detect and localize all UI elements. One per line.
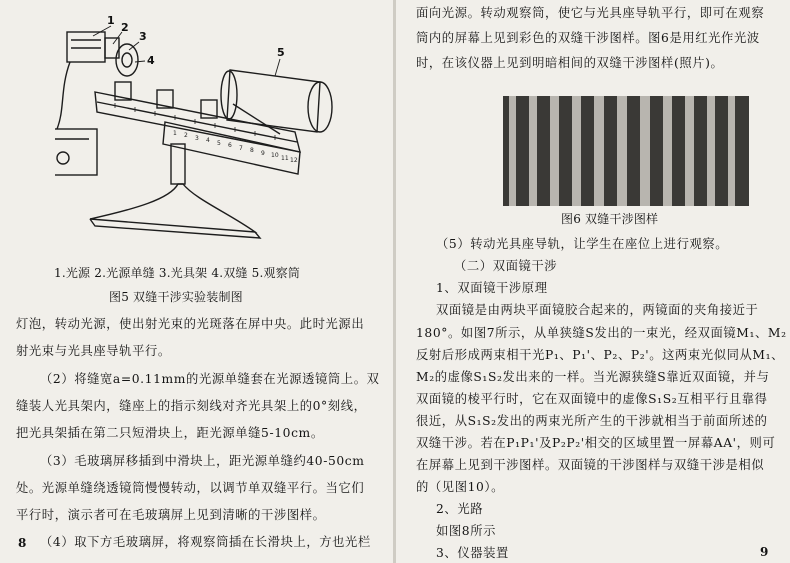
figure-5-legend: 1.光源 2.光源单缝 3.光具架 4.双缝 5.观察筒: [54, 266, 301, 280]
subsection-heading: 2、光路: [436, 502, 484, 516]
body-line: 灯泡，转动光源，使出射光束的光斑落在屏中央。此时光源出: [16, 317, 365, 331]
part-number-label: 1: [107, 14, 115, 27]
part-number-label: 5: [277, 46, 285, 59]
body-line: 180°。如图7所示，从单狭缝S发出的一束光，经双面镜M₁、M₂: [416, 326, 787, 340]
scale-number: 12: [290, 157, 298, 164]
scale-number: 10: [271, 152, 279, 159]
part-number-label: 4: [147, 54, 155, 67]
stand-base: [90, 184, 255, 232]
body-line: 平行时，演示者可在毛玻璃屏上见到清晰的干涉图样。: [16, 508, 326, 522]
body-line: M₂的虚像S₁S₂发出来的一样。当光源狭缝S靠近双面镜，并与: [416, 370, 770, 384]
body-line: 射光束与光具座导轨平行。: [16, 344, 171, 358]
scale-number: 9: [261, 150, 265, 157]
right-page: [396, 0, 790, 563]
scale-number: 6: [228, 142, 232, 149]
body-line: （5）转动光具座导轨，让学生在座位上进行观察。: [436, 237, 729, 251]
viewing-tube: [227, 70, 320, 132]
page-number: 8: [18, 536, 27, 550]
lens-holder-disk: [116, 44, 138, 76]
body-line: 的（见图10）。: [416, 480, 505, 494]
figure-5-caption: 图5 双缝干涉实验装制图: [109, 290, 243, 304]
scale-number: 2: [184, 132, 188, 139]
subsection-heading: 3、仪器装置: [436, 546, 509, 560]
body-line: 很近，从S₁S₂发出的两束光所产生的干涉就相当于前面所述的: [416, 414, 768, 428]
scale-number: 1: [173, 130, 177, 137]
body-line: 面向光源。转动观察筒，使它与光具座导轨平行，即可在观察: [416, 6, 765, 20]
body-line: 反射后形成两束相干光P₁、P₁'、P₂、P₂'。这两束光似同从M₁、: [416, 348, 785, 362]
figure-6-interference-photo: [503, 96, 749, 206]
light-source-box: [67, 32, 105, 62]
body-line: 时，在该仪器上见到明暗相间的双缝干涉图样(照片)。: [416, 56, 724, 70]
body-line: 双缝干涉。若在P₁P₁'及P₂P₂'相交的区域里置一屏幕AA'，则可: [416, 436, 776, 450]
section-heading: （二）双面镜干涉: [454, 259, 558, 273]
body-line: 缝装人光具架内，缝座上的指示刻线对齐光具架上的0°刻线，: [16, 399, 367, 413]
body-line: 双面镜的棱平行时，它在双面镜中的虚像S₁S₂互相平行且靠得: [416, 392, 768, 406]
body-line: 在屏幕上见到干涉图样。双面镜的干涉图样与双缝干涉是相似: [416, 458, 765, 472]
figure-5-apparatus-drawing: [55, 4, 355, 254]
figure-6-caption: 图6 双缝干涉图样: [561, 212, 659, 226]
scale-number: 7: [239, 145, 243, 152]
body-line: 如图8所示: [436, 524, 497, 538]
body-line: （4）取下方毛玻璃屏，将观察筒插在长滑块上，方也光栏: [40, 535, 371, 549]
part-number-label: 3: [139, 30, 147, 43]
scale-number: 11: [281, 155, 289, 162]
part-number-label: 2: [121, 21, 129, 34]
scale-number: 5: [217, 140, 221, 147]
body-line: （3）毛玻璃屏移插到中滑块上，距光源单缝约40-50cm: [40, 454, 365, 468]
body-line: 把光具架插在第二只短滑块上，距光源单缝5-10cm。: [16, 426, 324, 440]
body-line: 处。光源单缝绕透镜筒慢慢转动，以调节单双缝平行。当它们: [16, 481, 365, 495]
subsection-heading: 1、双面镜干涉原理: [436, 281, 548, 295]
page-number: 9: [760, 545, 769, 559]
scale-number: 3: [195, 135, 199, 142]
scale-number: 8: [250, 147, 254, 154]
body-line: 筒内的屏幕上见到彩色的双缝干涉图样。图6是用红光作光波: [416, 31, 760, 45]
body-line: （2）将缝宽a=0.11mm的光源单缝套在光源透镜筒上。双: [40, 372, 380, 386]
stand-column: [171, 144, 185, 184]
body-line: 双面镜是由两块平面镜胶合起来的，两镜面的夹角接近于: [436, 303, 759, 317]
left-page: [0, 0, 394, 563]
scale-number: 4: [206, 137, 210, 144]
